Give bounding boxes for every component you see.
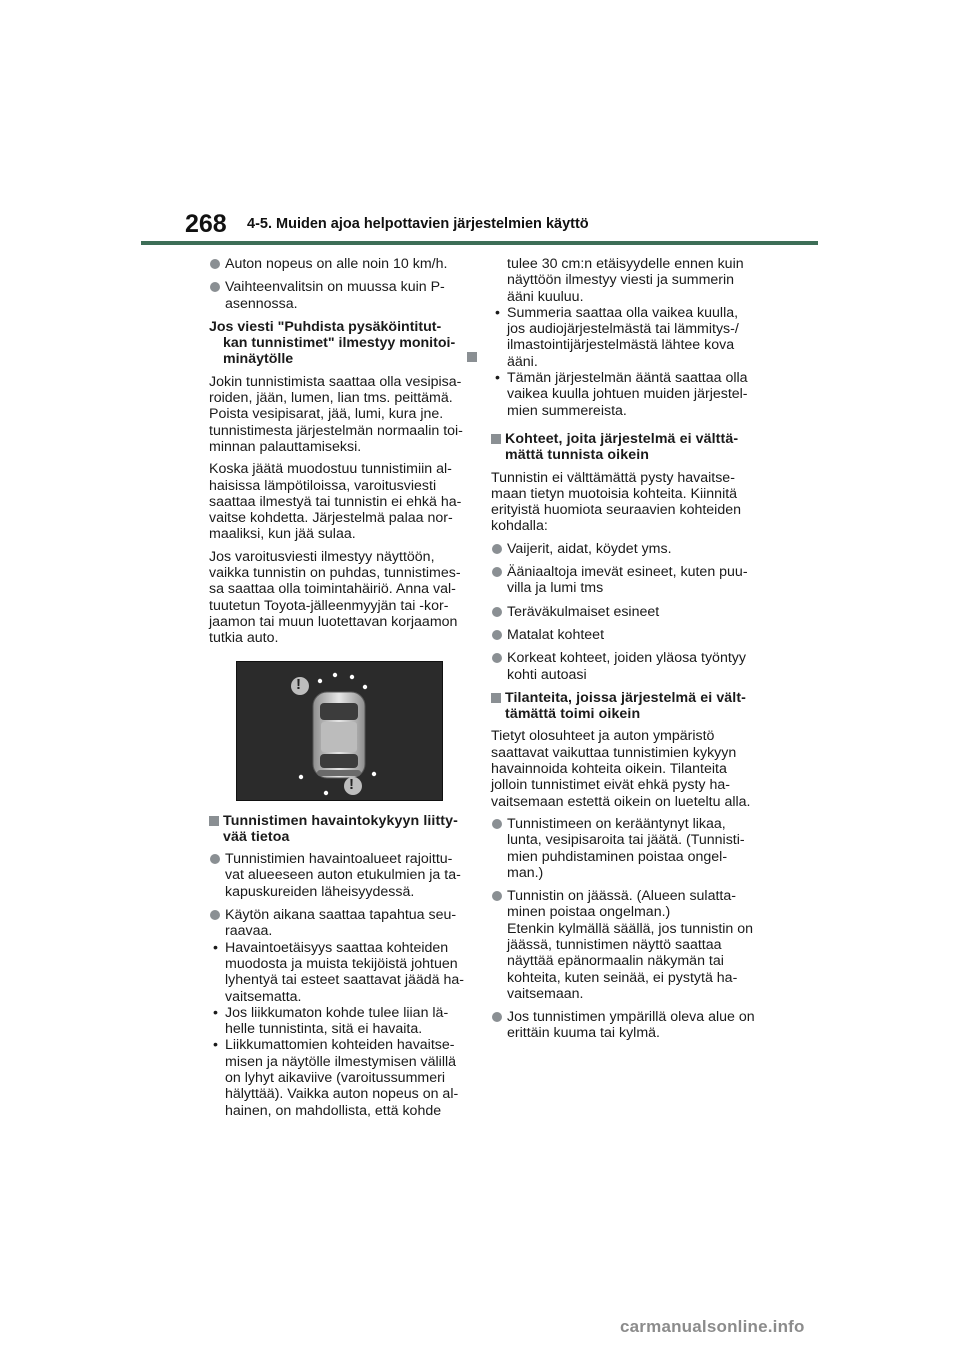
bullet-item <box>491 541 757 557</box>
sub-item: • Jos liikkumaton kohde tulee liian lä-helle tunnistinta, sitä ei havaita. <box>209 1005 471 1038</box>
bullet-text: Vaihteenvalitsin on muussa kuin P- <box>225 279 445 296</box>
bullet-item <box>209 279 471 312</box>
car-sensor-illustration <box>237 662 442 800</box>
bullet-item <box>491 816 757 881</box>
bullet-item <box>209 256 471 272</box>
sub-item: • Liikkumattomien kohteiden havaitse-misen ja näytölle ilmestymisen välillä on lyhyt aikaviive (varoitussummeri hälyttää). Vaikka auton nopeus on al-hainen, on mahdollista, että kohde <box>209 1037 471 1118</box>
bullet-text: Vaijerit, aidat, köydet yms. <box>507 540 672 557</box>
bullet-text: asennossa. <box>225 295 298 312</box>
bullet-item <box>491 627 757 643</box>
sub-item: • Summeria saattaa olla vaikea kuulla, jos audiojärjestelmästä tai lämmitys-/ ilmastointijärjestelmästä lähtee kova ääni. <box>491 305 757 370</box>
bullet-text: Auton nopeus on alle noin 10 km/h. <box>225 256 448 272</box>
heading-line: Kohteet, joita järjestelmä ei välttä- <box>505 430 739 447</box>
bullet-text: Teräväkulmaiset esineet <box>507 603 660 620</box>
bullet-text: raavaa. <box>225 923 273 940</box>
bullet-text: Ääniaaltoja imevät esineet, kuten puu-villa ja lumi tms <box>507 564 748 597</box>
subsection-heading <box>491 690 757 723</box>
bullet-text: Tunnistimien havaintoalueet rajoittu-vat alueeseen auton etukulmien ja ta-kapuskureiden läheisyydessä. <box>225 851 461 900</box>
paragraph: Jos varoitusviesti ilmestyy näyttöön, vaikka tunnistin on puhdas, tunnistimes-sa saattaa olla toimintahäiriö. Anna val-tuutetun Toyota-jälleenmyyjän tai -kor-jaamon tai muun luotettavan korjaamon tutkia auto. <box>209 548 461 647</box>
watermark: carmanualsonline.info <box>620 1317 805 1336</box>
heading-line: minäytölle <box>223 351 294 368</box>
subsection-heading <box>209 319 471 368</box>
sub-item: • Havaintoetäisyys saattaa kohteiden muodosta ja muista tekijöistä johtuen lyhentyä tai esteet saattavat jäädä ha-vaitsematta. <box>209 940 471 1005</box>
heading-line: Jos viesti "Puhdista pysäköintitut- <box>209 318 442 335</box>
section-title: 4-5. Muiden ajoa helpottavien järjestelmien käyttö <box>247 216 589 232</box>
heading-line: vää tietoa <box>223 828 290 845</box>
bullet-text: Jos tunnistimen ympärillä oleva alue on erittäin kuuma tai kylmä. <box>507 1009 755 1042</box>
heading-line: kan tunnistimet" ilmestyy monitoi- <box>223 335 456 352</box>
bullet-text: Etenkin kylmällä säällä, jos tunnistin on jäässä, tunnistimen näyttö saattaa näyttää epänormaalin näkymän tai kohteita, kuten seinää, ei pystytä ha-vaitsemaan. <box>507 920 754 1002</box>
left-column <box>209 256 471 1119</box>
warning-icon: ! <box>296 675 301 693</box>
bullet-item <box>491 564 757 597</box>
heading-line: Tilanteita, joissa järjestelmä ei vält- <box>505 689 746 706</box>
bullet-text: Tunnistimeen on kerääntynyt likaa, lunta, vesipisaroita tai jäätä. (Tunnisti-mien puhdistaminen poistaa ongel-man.) <box>507 815 745 881</box>
bullet-item <box>491 888 757 1002</box>
subsection-heading <box>209 813 471 846</box>
right-column <box>491 256 757 1049</box>
paragraph: Koska jäätä muodostuu tunnistimiin al-haisissa lämpötiloissa, varoitusviesti saattaa ilmestyä tai tunnistin ei ehkä ha-vaitse kohdetta. Järjestelmä palaa nor-maaliksi, kun jää sulaa. <box>209 461 462 543</box>
paragraph: Jokin tunnistimista saattaa olla vesipisa-roiden, jään, lumen, lian tms. peittämä. Poista vesipisarat, jää, lumi, kura jne. tunnistimesta järjestelmän normaalin toi-minnan palauttamiseksi. <box>209 373 463 455</box>
bullet-text: Korkeat kohteet, joiden yläosa työntyy kohti autoasi <box>507 650 746 683</box>
warning-icon: ! <box>349 775 354 793</box>
subsection-heading <box>491 431 757 464</box>
bullet-text: Matalat kohteet <box>507 626 605 643</box>
bullet-item <box>491 604 757 620</box>
bullet-item <box>209 851 471 900</box>
bullet-item <box>491 650 757 683</box>
bullet-item <box>491 1009 757 1042</box>
bullet-text: Käytön aikana saattaa tapahtua seu- <box>225 907 457 924</box>
parking-sensor-figure <box>236 661 443 801</box>
heading-line: mättä tunnista oikein <box>505 447 649 464</box>
header-rule <box>141 241 818 245</box>
bullet-item <box>209 907 471 940</box>
heading-line: Tunnistimen havaintokykyyn liitty- <box>223 812 458 829</box>
paragraph: Tunnistin ei välttämättä pysty havaitse-maan tietyn muotoisia kohteita. Kiinnitä erityistä huomiota seuraavien kohteiden kohdalla: <box>491 469 742 535</box>
paragraph: Tietyt olosuhteet ja auton ympäristö saattavat vaikuttaa tunnistimien kykyyn havainnoida kohteita oikein. Tilanteita jolloin tunnistimet eivät ehkä pysty ha-vaitsemaan estettä oikein on lueteltu alla. <box>491 728 751 810</box>
section-marker-icon <box>467 352 477 362</box>
sub-item: • Tämän järjestelmän ääntä saattaa olla vaikea kuulla johtuen muiden järjestel-mien summereista. <box>491 370 757 419</box>
page-number: 268 <box>185 210 227 238</box>
bullet-text: Tunnistin on jäässä. (Alueen sulatta-minen poistaa ongelman.) <box>507 888 736 921</box>
sub-item-continuation: tulee 30 cm:n etäisyydelle ennen kuin näyttöön ilmestyy viesti ja summerin ääni kuuluu. <box>507 256 744 305</box>
heading-line: tämättä toimi oikein <box>505 706 641 723</box>
